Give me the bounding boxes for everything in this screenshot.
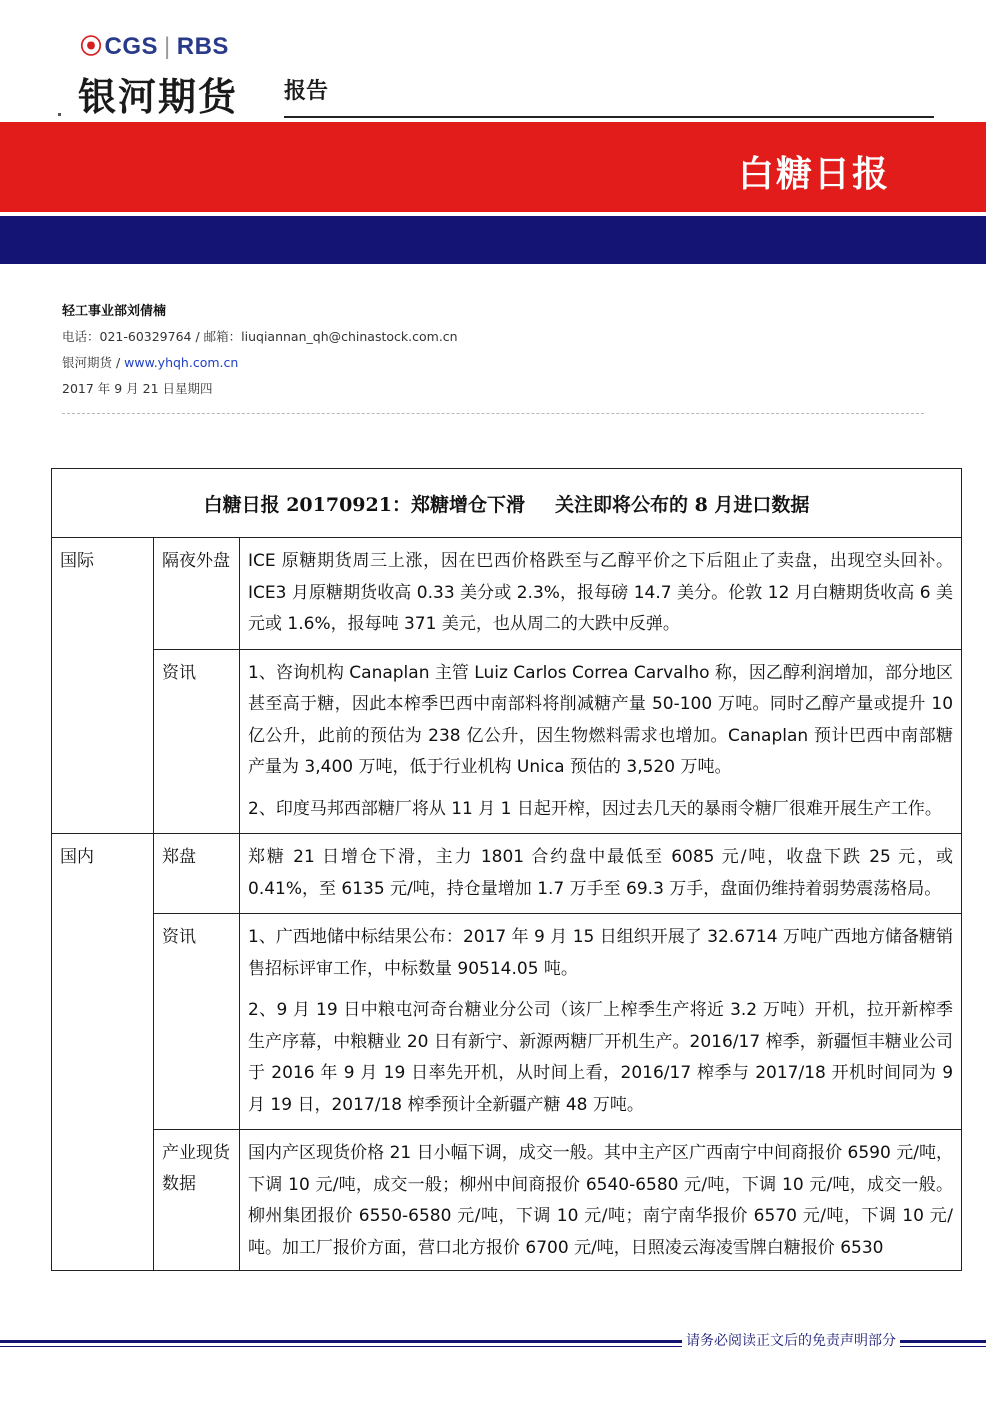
report-title-right: 关注即将公布的 8 月进口数据 [554, 493, 810, 516]
topic-cell: 资讯 [154, 914, 240, 1130]
content-paragraph: 2、印度马邦西部糖厂将从 11 月 1 日起开榨，因过去几天的暴雨令糖厂很难开展生产工作。 [248, 798, 942, 819]
blue-banner [0, 216, 986, 264]
website-prefix: 银河期货 / [62, 355, 125, 370]
content-cell [240, 914, 962, 1130]
table-row [52, 538, 962, 650]
content-paragraph: 1、广西地储中标结果公布：2017 年 9 月 15 日组织开展了 32.6714 万吨广西地方储备糖销售招标评审工作，中标数量 90514.05 吨。 [248, 927, 954, 979]
table-row [52, 649, 962, 834]
cgs-mark: CGS [104, 33, 159, 60]
cgs-swirl-icon: ⦿ [80, 34, 103, 59]
contact-line: 电话：021-60329764 / 邮箱：liuqiannan_qh@chinastock.com.cn [62, 329, 458, 344]
content-paragraph: 郑糖 21 日增仓下滑，主力 1801 合约盘中最低至 6085 元/吨，收盘下跌 25 元，或 0.41%，至 6135 元/吨，持仓量增加 1.7 万手至 69.3 万手，盘面仍维持着弱势震荡格局。 [248, 847, 954, 899]
topic-cell: 郑盘 [154, 834, 240, 914]
category-cell: 国际 [52, 538, 154, 834]
table-row [52, 834, 962, 914]
cgs-rbs-logo [80, 30, 229, 61]
topic-cell: 隔夜外盘 [154, 538, 240, 650]
footer-disclaimer: 请务必阅读正文后的免责声明部分 [682, 1330, 900, 1350]
report-label: 报告 [284, 79, 329, 104]
report-date: 2017 年 9 月 21 日星期四 [62, 381, 213, 396]
author-info [62, 300, 458, 405]
content-paragraph: 2、9 月 19 日中粮屯河奇台糖业分公司（该厂上榨季生产将近 3.2 万吨）开机，拉开新榨季生产序幕，中粮糖业 20 日有新宁、新源两糖厂开机生产。2016/17 榨季，新疆恒丰糖业公司于 2016 年 9 月 19 日率先开机，从时间上看，2016/17 榨季与 2017/18 开机时间同为 9 月 19 日，2017/18 榨季预计全新疆产糖 48 万吨。 [248, 1000, 954, 1115]
website-line [62, 353, 458, 371]
website-link[interactable]: www.yhqh.com.cn [124, 355, 239, 370]
red-banner [0, 122, 986, 212]
rbs-mark: RBS [176, 33, 229, 60]
report-table [51, 468, 962, 1271]
table-row [52, 1130, 962, 1271]
report-title-left: 白糖日报 20170921：郑糖增仓下滑 [203, 493, 525, 516]
company-name: 银河期货 [78, 75, 239, 119]
topic-cell: 产业现货数据 [154, 1130, 240, 1271]
content-cell [240, 649, 962, 834]
header-dot [58, 113, 61, 116]
content-paragraph: 国内产区现货价格 21 日小幅下调，成交一般。其中主产区广西南宁中间商报价 6590 元/吨，下调 10 元/吨，成交一般；柳州中间商报价 6540-6580 元/吨，下调 10 元/吨，成交一般。柳州集团报价 6550-6580 元/吨，下调 10 元/吨；南宁南华报价 6570 元/吨，下调 10 元/吨。加工厂报价方面，营口北方报价 6700 元/吨，日照凌云海凌雪牌白糖报价 6530 [248, 1143, 954, 1258]
logo-separator: | [164, 33, 171, 60]
content-paragraph: 1、咨询机构 Canaplan 主管 Luiz Carlos Correa Carvalho 称，因乙醇利润增加，部分地区甚至高于糖，因此本榨季巴西中南部料将削减糖产量 50-100 万吨。同时乙醇产量或提升 10 亿公升，此前的预估为 238 亿公升，因生物燃料需求也增加。Canaplan 预计巴西中南部糖产量为 3,400 万吨，低于行业机构 Unica 预估的 3,520 万吨。 [248, 662, 954, 777]
header-rule [284, 116, 934, 118]
dashed-divider [62, 413, 924, 414]
content-cell [240, 1130, 962, 1271]
content-paragraph: ICE 原糖期货周三上涨，因在巴西价格跌至与乙醇平价之下后阻止了卖盘，出现空头回补。ICE3 月原糖期货收高 0.33 美分或 2.3%，报每磅 14.7 美分。伦敦 12 月白糖期货收高 6 美元或 1.6%，报每吨 371 美元，也从周二的大跌中反弹。 [248, 551, 954, 634]
table-row [52, 914, 962, 1130]
banner-title: 白糖日报 [737, 154, 890, 195]
department: 轻工事业部刘倩楠 [62, 304, 167, 319]
content-cell [240, 538, 962, 650]
content-cell [240, 834, 962, 914]
category-cell: 国内 [52, 834, 154, 1271]
topic-cell: 资讯 [154, 649, 240, 834]
report-title [52, 469, 962, 538]
